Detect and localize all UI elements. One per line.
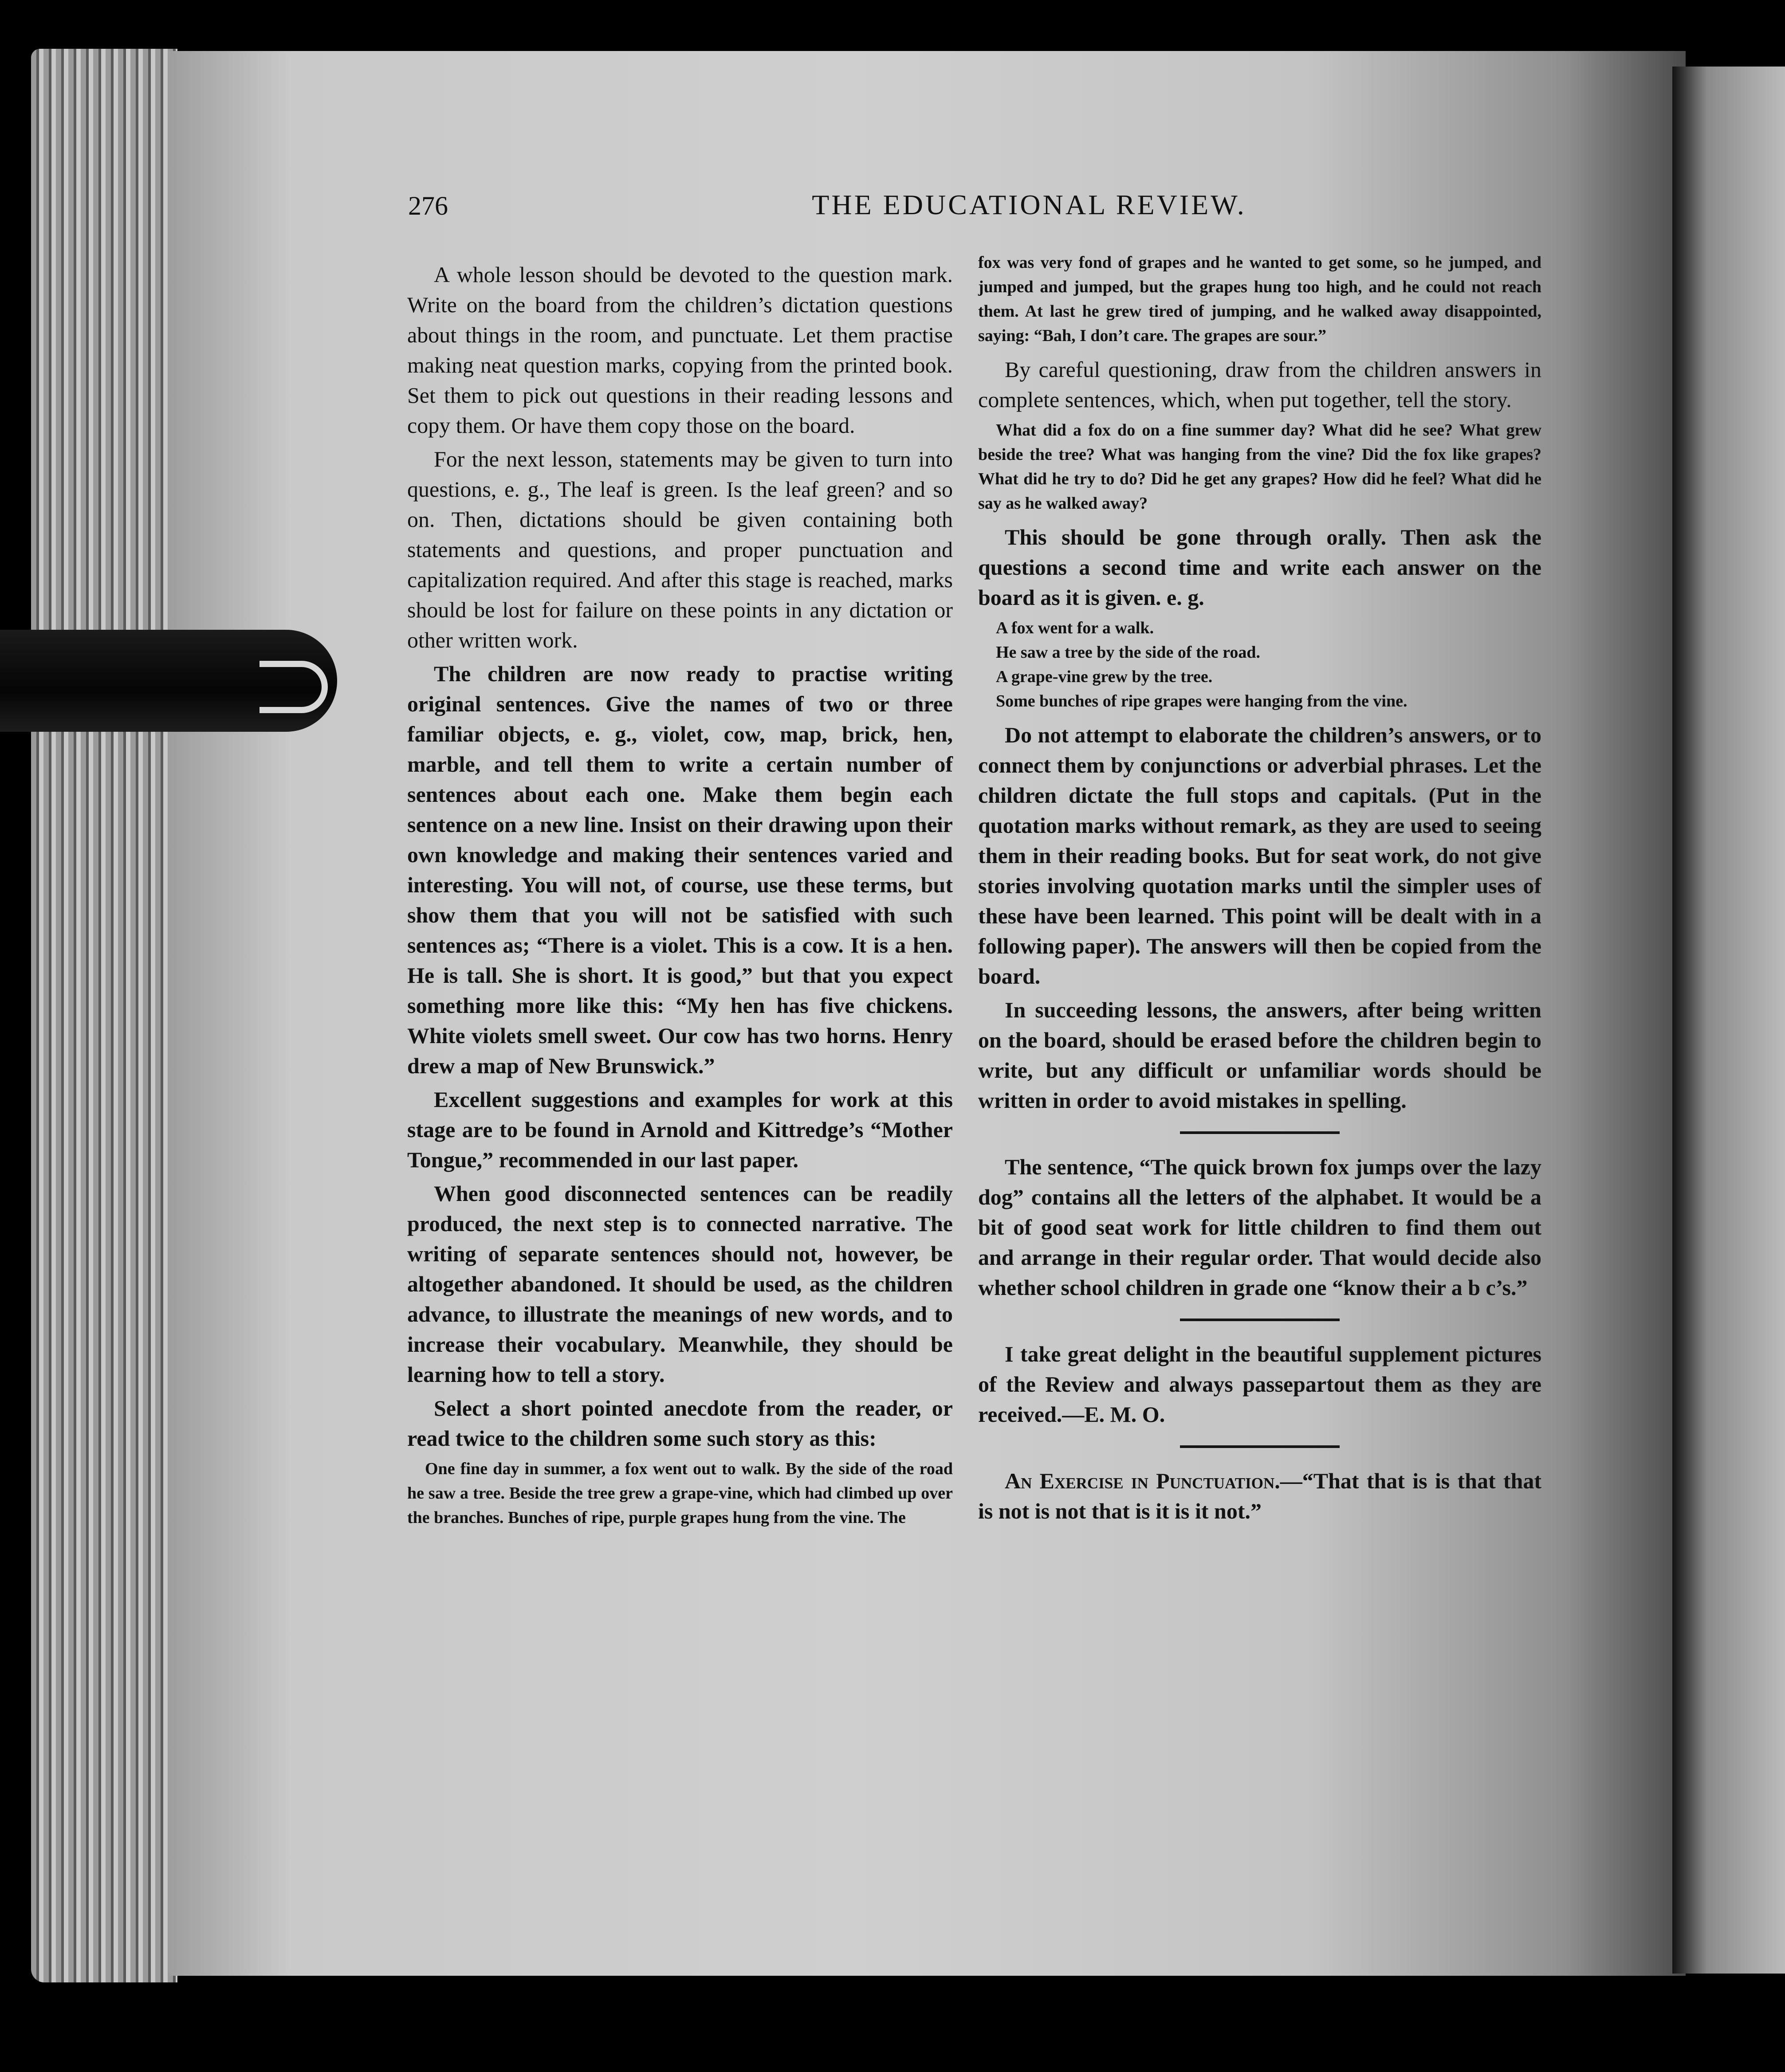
running-head: THE EDUCATIONAL REVIEW.	[812, 189, 1246, 220]
paragraph: A whole lesson should be devoted to the question mark. Write on the board from the children’s dictation questions about things in the room, and punctuate. Let them practise making neat question marks, copying from the printed book. Set them to pick out questions in their reading lessons and copy them. Or have them copy those on the board.	[407, 262, 953, 438]
list-item: A grape-vine grew by the tree.	[996, 667, 1213, 686]
story-excerpt-continued: fox was very fond of grapes and he wanted to get some, so he jumped, and jumped and jumped, but the grapes hung too high, and he could not reach them. At last he grew tired of jumping, and he walked away disappointed, saying: “Bah, I don’t care. The grapes are sour.”	[978, 253, 1541, 345]
paragraph: I take great delight in the beautiful supplement pictures of the Review and always passepartout them as they are received.—E. M. O.	[978, 1342, 1541, 1427]
right-column	[978, 251, 1541, 1530]
question-list: What did a fox do on a fine summer day? What did he see? What grew beside the tree? What was hanging from the vine? Did the fox like grapes? What did he try to do? Did he get any grapes? How did he feel? What did he say as he walked away?	[978, 421, 1541, 513]
section-divider	[1180, 1319, 1340, 1321]
section-divider	[1180, 1445, 1340, 1448]
paragraph: Excellent suggestions and examples for work at this stage are to be found in Arnold and Kittredge’s “Mother Tongue,” recommended in our last paper.	[407, 1087, 953, 1172]
paragraph-text: —“That that is is that that is not is not that is it is it not.”	[978, 1468, 1541, 1523]
answer-list	[978, 616, 1541, 714]
list-item: A fox went for a walk.	[996, 619, 1154, 637]
page-number: 276	[408, 191, 448, 220]
paragraph: When good disconnected sentences can be readily produced, the next step is to connected narrative. The writing of separate sentences should not, however, be altogether abandoned. It should be used, as the children advance, to illustrate the meanings of new words, and to increase their vocabulary. Meanwhile, they should be learning how to tell a story.	[407, 1181, 953, 1387]
left-column	[407, 259, 953, 1536]
section-divider	[1180, 1131, 1340, 1134]
list-item: Some bunches of ripe grapes were hanging from the vine.	[996, 692, 1408, 710]
paragraph: Do not attempt to elaborate the children’s answers, or to connect them by conjunctions or adverbial phrases. Let the children dictate the full stops and capitals. (Put in the quotation marks without remark, as they are used to seeing them in their reading books. But for seat work, do not give stories involving quotation marks until the simpler uses of these have been learned. This point will be dealt with in a following paper). The answers will then be copied from the board.	[978, 722, 1541, 989]
page-edges	[31, 49, 177, 1982]
paragraph: Select a short pointed anecdote from the reader, or read twice to the children some such story as this:	[407, 1396, 953, 1451]
paragraph: The children are now ready to practise writing original sentences. Give the names of two or three familiar objects, e. g., violet, cow, map, brick, hen, marble, and tell them to write a certain number of sentences about each one. Make them begin each sentence on a new line. Insist on their drawing upon their own knowledge and making their sentences varied and interesting. You will not, of course, use these terms, but show them that you will not be satisfied with such sentences as; “There is a violet. This is a cow. It is a hen. He is tall. She is short. It is good,” but that you expect something more like this: “My hen has five chickens. White violets smell sweet. Our cow has two horns. Henry drew a map of New Brunswick.”	[407, 661, 953, 1078]
facing-page-edge	[1672, 67, 1785, 1974]
paragraph: This should be gone through orally. Then ask the questions a second time and write each answer on the board as it is given. e. g.	[978, 525, 1541, 610]
story-excerpt: One fine day in summer, a fox went out to walk. By the side of the road he saw a tree. Beside the tree grew a grape-vine, which had climbed up over the branches. Bunches of ripe, purple grapes hung from the vine. The	[407, 1460, 953, 1527]
paragraph: The sentence, “The quick brown fox jumps over the lazy dog” contains all the letters of the alphabet. It would be a bit of good seat work for little children to find them out and arrange in their regular order. That would decide also whether school children in grade one “know their a b c’s.”	[978, 1154, 1541, 1300]
page-clip-highlight	[259, 661, 328, 713]
section-heading: An Exercise in Punctuation.	[1005, 1468, 1280, 1493]
paragraph	[978, 1466, 1541, 1526]
paragraph: In succeeding lessons, the answers, after being written on the board, should be erased before the children begin to write, but any difficult or unfamiliar words should be written in order to avoid mistakes in spelling.	[978, 997, 1541, 1113]
paragraph: By careful questioning, draw from the children answers in complete sentences, which, when put together, tell the story.	[978, 357, 1541, 412]
list-item: He saw a tree by the side of the road.	[996, 643, 1260, 662]
paragraph: For the next lesson, statements may be given to turn into questions, e. g., The leaf is green. Is the leaf green? and so on. Then, dictations should be given containing both statements and questions, and proper punctuation and capitalization required. And after this stage is reached, marks should be lost for failure on these points in any dictation or other written work.	[407, 447, 953, 652]
